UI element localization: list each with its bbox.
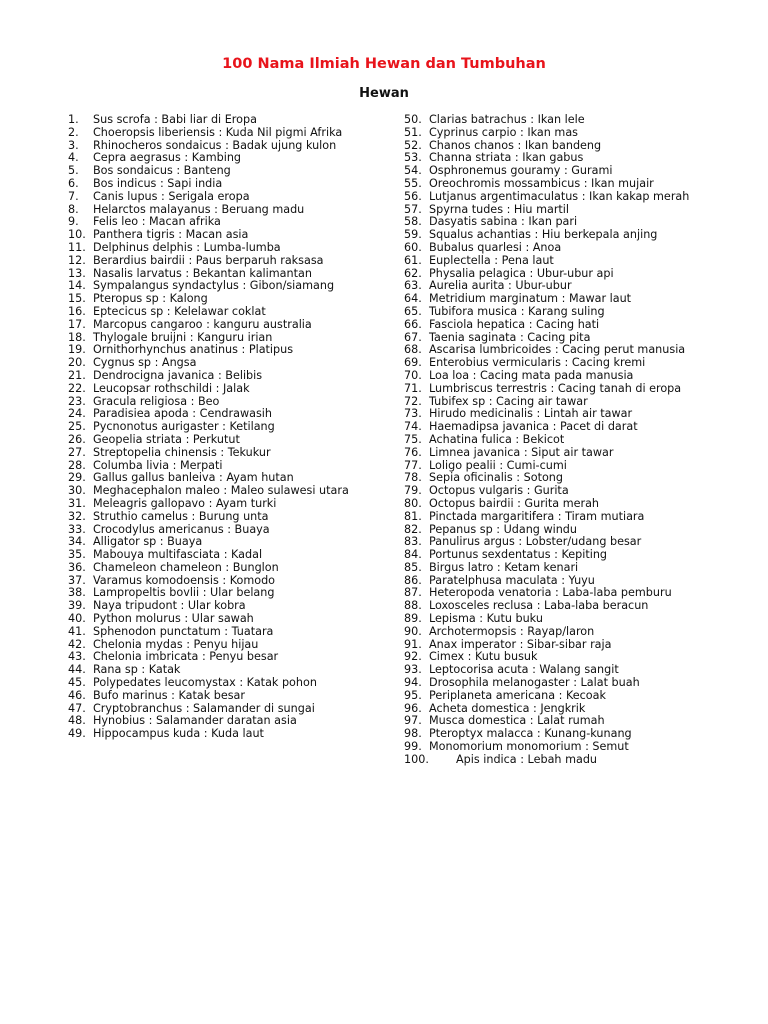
list-item — [68, 383, 380, 396]
list-item — [404, 319, 704, 332]
list-item-text: Meghacephalon maleo : Maleo sulawesi utara — [93, 484, 349, 498]
list-item-text: Sphenodon punctatum : Tuatara — [93, 624, 274, 638]
list-item-text: Sus scrofa : Babi liar di Eropa — [93, 113, 257, 126]
list-item-number: 65. — [404, 304, 422, 318]
list-item — [68, 370, 380, 383]
list-item-number: 38. — [68, 586, 86, 600]
list-item-number: 70. — [404, 368, 422, 382]
list-item-text: Polypedates leucomystax : Katak pohon — [93, 676, 317, 690]
list-item-number: 10. — [68, 228, 86, 242]
list-item-text: Channa striata : Ikan gabus — [429, 151, 584, 165]
list-item-number: 94. — [404, 676, 422, 690]
list-item-number: 72. — [404, 394, 422, 408]
list-item-number: 80. — [404, 496, 422, 510]
list-item-text: Lepisma : Kutu buku — [429, 612, 543, 626]
list-item-text: Lampropeltis bovlii : Ular belang — [93, 586, 275, 600]
list-item-text: Pepanus sp : Udang windu — [429, 522, 577, 536]
list-item-number: 7. — [68, 189, 79, 203]
list-item-number: 93. — [404, 663, 422, 677]
list-item-number: 78. — [404, 471, 422, 485]
list-item-text: Musca domestica : Lalat rumah — [429, 714, 605, 728]
list-column-left — [68, 114, 380, 741]
list-item-number: 46. — [68, 688, 86, 702]
list-item-number: 19. — [68, 343, 86, 357]
list-item-number: 21. — [68, 368, 86, 382]
list-item-text: Dendrocigna javanica : Belibis — [93, 368, 263, 382]
list-item-number: 30. — [68, 484, 86, 498]
list-item — [68, 306, 380, 319]
list-item-number: 20. — [68, 356, 86, 370]
list-item-number: 62. — [404, 266, 422, 280]
list-item-text: Felis leo : Macan afrika — [93, 215, 221, 229]
list-item-text: Anax imperator : Sibar-sibar raja — [429, 637, 612, 651]
list-item-text: Spyrna tudes : Hiu martil — [429, 202, 570, 216]
list-item-number: 2. — [68, 125, 79, 139]
list-item-text: Metridium marginatum : Mawar laut — [429, 292, 632, 306]
list-item-text: Struthio camelus : Burung unta — [93, 509, 269, 523]
list-item-text: Thylogale bruijni : Kanguru irian — [93, 330, 273, 344]
list-item-text: Fasciola hepatica : Cacing hati — [429, 317, 600, 331]
list-item-text: Squalus achantias : Hiu berkepala anjing — [429, 228, 658, 242]
list-item-number: 22. — [68, 381, 86, 395]
list-item-text: Cyprinus carpio : Ikan mas — [429, 125, 579, 139]
list-item — [68, 511, 380, 524]
list-item-number: 53. — [404, 151, 422, 165]
list-item-number: 27. — [68, 445, 86, 459]
list-item-text: Paradisiea apoda : Cendrawasih — [93, 407, 273, 421]
list-item — [68, 677, 380, 690]
list-item-text: Panthera tigris : Macan asia — [93, 228, 249, 242]
list-item — [404, 383, 704, 396]
list-item — [404, 498, 704, 511]
list-item-text: Gracula religiosa : Beo — [93, 394, 220, 408]
list-item-number: 58. — [404, 215, 422, 229]
list-item-text: Hirudo medicinalis : Lintah air tawar — [429, 407, 633, 421]
list-item-text: Pinctada margaritifera : Tiram mutiara — [429, 509, 645, 523]
list-item-text: Portunus sexdentatus : Kepiting — [429, 548, 608, 562]
list-item-text: Aurelia aurita : Ubur-ubur — [429, 279, 572, 293]
list-item-number: 49. — [68, 727, 86, 741]
list-item — [68, 127, 380, 140]
list-item-text: Bufo marinus : Katak besar — [93, 688, 245, 702]
list-item-text: Pteroptyx malacca : Kunang-kunang — [429, 727, 632, 741]
list-item-text: Dasyatis sabina : Ikan pari — [429, 215, 578, 229]
document-title: 100 Nama Ilmiah Hewan dan Tumbuhan — [222, 56, 546, 72]
list-item — [404, 562, 704, 575]
list-item-text: Nasalis larvatus : Bekantan kalimantan — [93, 266, 312, 280]
list-item-number: 75. — [404, 432, 422, 446]
list-item-text: Physalia pelagica : Ubur-ubur api — [429, 266, 614, 280]
list-item-number: 84. — [404, 548, 422, 562]
list-item-number: 55. — [404, 176, 422, 190]
list-item — [68, 421, 380, 434]
list-item-text: Eptecicus sp : Kelelawar coklat — [93, 304, 266, 318]
list-item — [404, 677, 704, 690]
list-item-number: 89. — [404, 612, 422, 626]
list-item-number: 15. — [68, 292, 86, 306]
list-item-number: 23. — [68, 394, 86, 408]
list-item — [68, 434, 380, 447]
list-item-number: 33. — [68, 522, 86, 536]
list-item-number: 66. — [404, 317, 422, 331]
list-item-text: Enterobius vermicularis : Cacing kremi — [429, 356, 646, 370]
list-item-number: 17. — [68, 317, 86, 331]
list-item-number: 67. — [404, 330, 422, 344]
list-item-text: Loligo pealii : Cumi-cumi — [429, 458, 567, 472]
list-item-number: 83. — [404, 535, 422, 549]
list-item — [404, 626, 704, 639]
list-item-text: Monomorium monomorium : Semut — [429, 740, 629, 754]
list-item — [404, 421, 704, 434]
list-item-number: 59. — [404, 228, 422, 242]
list-item-text: Loa loa : Cacing mata pada manusia — [429, 368, 634, 382]
list-item — [404, 511, 704, 524]
list-item-number: 8. — [68, 202, 79, 216]
list-item-text: Loxosceles reclusa : Laba-laba beracun — [429, 599, 649, 613]
list-item — [404, 114, 704, 127]
list-item — [404, 549, 704, 562]
list-item — [68, 549, 380, 562]
list-item-text: Berardius bairdii : Paus berparuh raksasa — [93, 253, 324, 267]
list-item-number: 32. — [68, 509, 86, 523]
list-item-text: Octopus vulgaris : Gurita — [429, 484, 569, 498]
list-item — [68, 498, 380, 511]
list-item — [68, 255, 380, 268]
list-item — [68, 562, 380, 575]
list-item — [68, 114, 380, 127]
list-item-text: Octopus bairdii : Gurita merah — [429, 496, 600, 510]
list-item-text: Columba livia : Merpati — [93, 458, 223, 472]
list-item-text: Apis indica : Lebah madu — [456, 752, 598, 766]
list-item — [404, 191, 704, 204]
list-item-number: 86. — [404, 573, 422, 587]
list-item — [404, 370, 704, 383]
list-item-text: Heteropoda venatoria : Laba-laba pemburu — [429, 586, 672, 600]
list-item-text: Rhinocheros sondaicus : Badak ujung kulon — [93, 138, 337, 152]
list-item — [404, 613, 704, 626]
list-item-number: 36. — [68, 560, 86, 574]
list-item-number: 90. — [404, 624, 422, 638]
list-item-number: 26. — [68, 432, 86, 446]
list-item-text: Periplaneta americana : Kecoak — [429, 688, 606, 702]
list-item-text: Marcopus cangaroo : kanguru australia — [93, 317, 312, 331]
list-item-number: 45. — [68, 676, 86, 690]
list-item-number: 76. — [404, 445, 422, 459]
list-item-text: Birgus latro : Ketam kenari — [429, 560, 579, 574]
list-item — [404, 242, 704, 255]
list-item-number: 79. — [404, 484, 422, 498]
list-item-number: 24. — [68, 407, 86, 421]
list-item-number: 11. — [68, 240, 86, 254]
list-item-text: Canis lupus : Serigala eropa — [93, 189, 250, 203]
list-item-number: 48. — [68, 714, 86, 728]
list-item-number: 13. — [68, 266, 86, 280]
list-item — [68, 178, 380, 191]
list-item-text: Tubifora musica : Karang suling — [429, 304, 605, 318]
list-item-text: Meleagris gallopavo : Ayam turki — [93, 496, 277, 510]
list-item — [68, 690, 380, 703]
list-item-text: Leptocorisa acuta : Walang sangit — [429, 663, 619, 677]
list-item-text: Taenia saginata : Cacing pita — [429, 330, 591, 344]
list-item-number: 64. — [404, 292, 422, 306]
list-item — [404, 306, 704, 319]
list-item-text: Cimex : Kutu busuk — [429, 650, 538, 664]
list-item-text: Choeropsis liberiensis : Kuda Nil pigmi Afrika — [93, 125, 343, 139]
list-item-number: 28. — [68, 458, 86, 472]
list-item-number: 77. — [404, 458, 422, 472]
list-item-text: Paratelphusa maculata : Yuyu — [429, 573, 595, 587]
list-item-number: 14. — [68, 279, 86, 293]
list-item-number: 43. — [68, 650, 86, 664]
list-item-number: 41. — [68, 624, 86, 638]
list-item-text: Lumbriscus terrestris : Cacing tanah di eropa — [429, 381, 682, 395]
list-item-text: Delphinus delphis : Lumba-lumba — [93, 240, 281, 254]
list-item-text: Naya tripudont : Ular kobra — [93, 599, 246, 613]
list-item-number: 5. — [68, 164, 79, 178]
list-item-number: 71. — [404, 381, 422, 395]
list-item-number: 57. — [404, 202, 422, 216]
list-item-text: Mabouya multifasciata : Kadal — [93, 548, 263, 562]
list-item-number: 18. — [68, 330, 86, 344]
list-item-number: 85. — [404, 560, 422, 574]
list-item-text: Cepra aegrasus : Kambing — [93, 151, 242, 165]
list-item — [404, 255, 704, 268]
list-item — [68, 447, 380, 460]
list-item-number: 97. — [404, 714, 422, 728]
list-item-number: 73. — [404, 407, 422, 421]
list-item — [404, 690, 704, 703]
list-item — [68, 242, 380, 255]
list-item — [404, 434, 704, 447]
list-item-number: 98. — [404, 727, 422, 741]
list-item-number: 87. — [404, 586, 422, 600]
list-item-text: Haemadipsa javanica : Pacet di darat — [429, 420, 638, 434]
list-item — [404, 127, 704, 140]
list-item-text: Geopelia striata : Perkutut — [93, 432, 240, 446]
list-item-number: 88. — [404, 599, 422, 613]
section-heading: Hewan — [359, 86, 409, 101]
list-item-text: Cryptobranchus : Salamander di sungai — [93, 701, 315, 715]
list-item-text: Chameleon chameleon : Bunglon — [93, 560, 279, 574]
list-item-number: 6. — [68, 176, 79, 190]
list-item — [68, 613, 380, 626]
list-item-number: 39. — [68, 599, 86, 613]
list-item-text: Tubifex sp : Cacing air tawar — [429, 394, 588, 408]
list-item-number: 9. — [68, 215, 79, 229]
list-item-text: Crocodylus americanus : Buaya — [93, 522, 270, 536]
list-item-number: 68. — [404, 343, 422, 357]
list-item-number: 61. — [404, 253, 422, 267]
list-item-number: 44. — [68, 663, 86, 677]
list-item-number: 1. — [68, 113, 79, 126]
list-item-text: Chelonia mydas : Penyu hijau — [93, 637, 259, 651]
list-item-text: Cygnus sp : Angsa — [93, 356, 197, 370]
list-item-text: Hynobius : Salamander daratan asia — [93, 714, 297, 728]
list-item-number: 81. — [404, 509, 422, 523]
list-item-number: 50. — [404, 113, 422, 126]
list-item-text: Oreochromis mossambicus : Ikan mujair — [429, 176, 654, 190]
list-item-number: 47. — [68, 701, 86, 715]
list-item-number: 40. — [68, 612, 86, 626]
list-item — [404, 178, 704, 191]
list-item-number: 3. — [68, 138, 79, 152]
list-item-text: Bos indicus : Sapi india — [93, 176, 223, 190]
list-item-text: Chelonia imbricata : Penyu besar — [93, 650, 279, 664]
list-item-text: Leucopsar rothschildi : Jalak — [93, 381, 250, 395]
list-item-text: Helarctos malayanus : Beruang madu — [93, 202, 305, 216]
list-item-number: 35. — [68, 548, 86, 562]
list-item-number: 82. — [404, 522, 422, 536]
list-item-text: Gallus gallus banleiva : Ayam hutan — [93, 471, 294, 485]
list-item-text: Achatina fulica : Bekicot — [429, 432, 565, 446]
list-item-number: 42. — [68, 637, 86, 651]
list-item-number: 92. — [404, 650, 422, 664]
list-item-number: 51. — [404, 125, 422, 139]
list-item-text: Rana sp : Katak — [93, 663, 181, 677]
list-item — [404, 485, 704, 498]
list-item-number: 16. — [68, 304, 86, 318]
list-item-number: 12. — [68, 253, 86, 267]
list-item-number: 4. — [68, 151, 79, 165]
list-item-text: Chanos chanos : Ikan bandeng — [429, 138, 602, 152]
list-item-text: Bos sondaicus : Banteng — [93, 164, 231, 178]
list-item-text: Streptopelia chinensis : Tekukur — [93, 445, 271, 459]
list-item-text: Hippocampus kuda : Kuda laut — [93, 727, 264, 741]
list-item-number: 74. — [404, 420, 422, 434]
list-item-text: Panulirus argus : Lobster/udang besar — [429, 535, 642, 549]
list-item-number: 56. — [404, 189, 422, 203]
list-item-number: 95. — [404, 688, 422, 702]
list-item-text: Acheta domestica : Jengkrik — [429, 701, 586, 715]
list-item-number: 100. — [404, 752, 429, 766]
list-item-text: Euplectella : Pena laut — [429, 253, 554, 267]
list-item — [404, 754, 704, 767]
list-item-text: Pycnonotus aurigaster : Ketilang — [93, 420, 275, 434]
list-item-text: Clarias batrachus : Ikan lele — [429, 113, 585, 126]
list-item — [68, 191, 380, 204]
list-item-text: Archotermopsis : Rayap/laron — [429, 624, 595, 638]
list-item-text: Ornithorhynchus anatinus : Platipus — [93, 343, 294, 357]
list-item-number: 29. — [68, 471, 86, 485]
list-item-number: 37. — [68, 573, 86, 587]
list-item-number: 34. — [68, 535, 86, 549]
list-item-number: 63. — [404, 279, 422, 293]
list-item-number: 96. — [404, 701, 422, 715]
list-item-number: 99. — [404, 740, 422, 754]
list-item-number: 91. — [404, 637, 422, 651]
list-item-text: Drosophila melanogaster : Lalat buah — [429, 676, 640, 690]
list-column-right — [404, 114, 704, 767]
list-item-text: Bubalus quarlesi : Anoa — [429, 240, 562, 254]
list-item — [404, 447, 704, 460]
list-item-number: 60. — [404, 240, 422, 254]
list-item-text: Python molurus : Ular sawah — [93, 612, 254, 626]
list-item — [68, 485, 380, 498]
list-item-number: 25. — [68, 420, 86, 434]
list-item-number: 69. — [404, 356, 422, 370]
list-item — [68, 728, 380, 741]
list-item-text: Alligator sp : Buaya — [93, 535, 203, 549]
list-item — [68, 319, 380, 332]
list-item-text: Ascarisa lumbricoides : Cacing perut manusia — [429, 343, 686, 357]
list-item-text: Sepia oficinalis : Sotong — [429, 471, 563, 485]
list-item-text: Sympalangus syndactylus : Gibon/siamang — [93, 279, 335, 293]
list-item-number: 54. — [404, 164, 422, 178]
list-item-number: 52. — [404, 138, 422, 152]
list-item-number: 31. — [68, 496, 86, 510]
list-item-text: Pteropus sp : Kalong — [93, 292, 208, 306]
list-item-text: Varamus komodoensis : Komodo — [93, 573, 276, 587]
list-item — [404, 741, 704, 754]
list-item-text: Lutjanus argentimaculatus : Ikan kakap merah — [429, 189, 690, 203]
list-item — [68, 626, 380, 639]
list-item-text: Osphronemus gouramy : Gurami — [429, 164, 613, 178]
list-item-text: Limnea javanica : Siput air tawar — [429, 445, 614, 459]
